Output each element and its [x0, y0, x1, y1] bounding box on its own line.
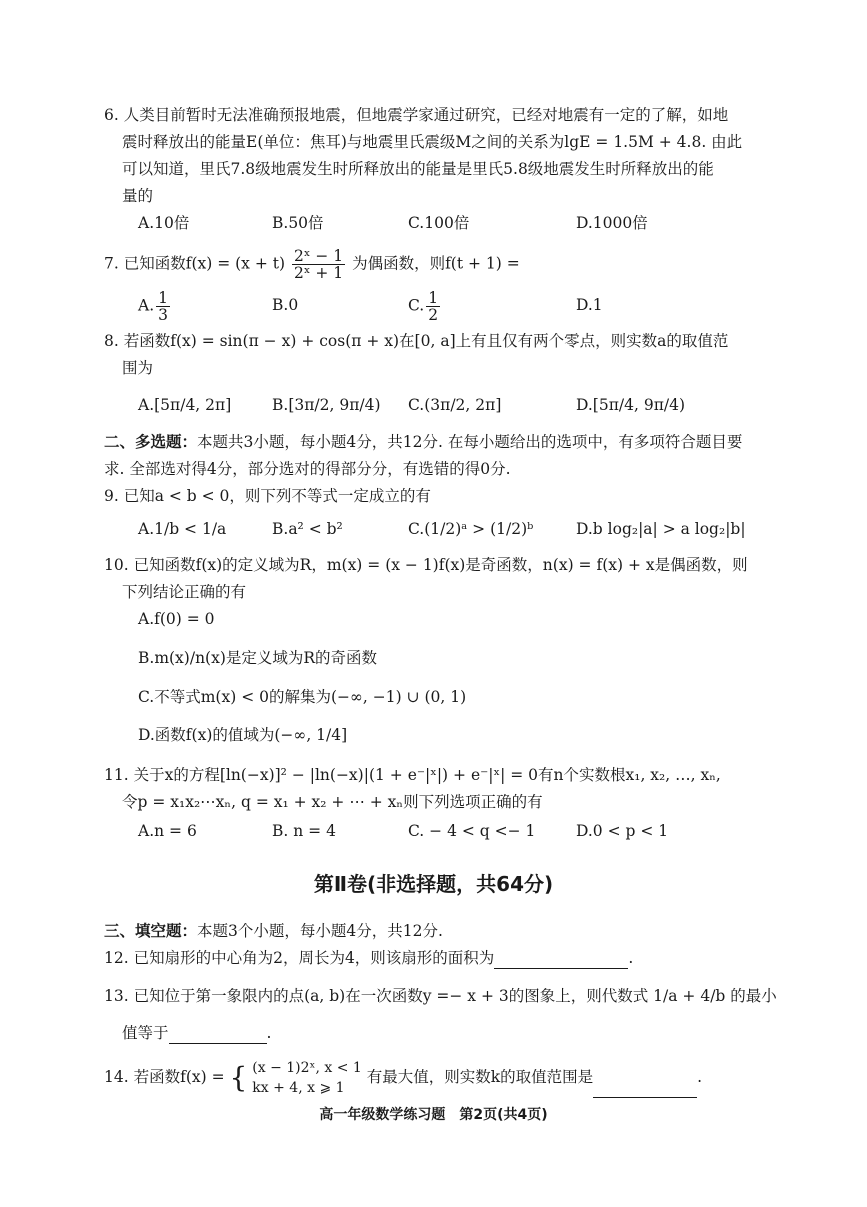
q7-option-a-label: A.: [138, 296, 155, 315]
q7-option-d: D.1: [576, 296, 603, 314]
q6-option-c: C.100倍: [408, 214, 470, 232]
q10-option-a: A.f(0) = 0: [138, 610, 215, 628]
q7-option-a: [138, 290, 172, 323]
section-3-line: [104, 920, 443, 942]
q12-line: [104, 947, 633, 969]
q14-cases: [252, 1058, 362, 1098]
q10-option-c: C.不等式m(x) < 0的解集为(−∞, −1) ∪ (0, 1): [138, 688, 467, 706]
q7-option-b: B.0: [272, 296, 299, 314]
section-2-line-1: [104, 431, 742, 453]
q11-line-1: 11. 关于x的方程[ln(−x)]² − |ln(−x)|(1 + e⁻|ˣ|) + e⁻|ˣ| = 0有n个实数根x₁, x₂, …, xₙ,: [104, 766, 721, 784]
q12-end: .: [628, 949, 634, 967]
q12-text: 12. 已知扇形的中心角为2，周长为4，则该扇形的面积为: [104, 949, 495, 967]
q8-option-b: B.[3π/2, 9π/4): [272, 396, 381, 414]
q7-fraction-den: 2ˣ + 1: [293, 264, 344, 282]
page-footer: 高一年级数学练习题 第2页(共4页): [319, 1107, 548, 1123]
q7-fraction: [292, 248, 345, 281]
section-2-heading: 二、多选题：: [104, 433, 198, 451]
q14-answer-blank[interactable]: [593, 1081, 697, 1098]
q7-stem-post: 为偶函数，则f(t + 1) =: [352, 254, 520, 273]
q13-end: .: [266, 1024, 272, 1042]
q14-case-1: (x − 1)2ˣ, x < 1: [252, 1060, 362, 1076]
q8-option-a: A.[5π/4, 2π]: [138, 396, 232, 414]
q9-option-a: A.1/b < 1/a: [138, 520, 227, 538]
q11-option-a: A.n = 6: [138, 822, 197, 840]
section-3-intro: 本题3个小题，每小题4分，共12分.: [197, 922, 443, 940]
q7-option-a-num: 1: [158, 289, 168, 307]
q10-line-2: 下列结论正确的有: [122, 583, 247, 601]
q6-line-1: 6. 人类目前暂时无法准确预报地震，但地震学家通过研究，已经对地震有一定的了解，如地: [104, 106, 729, 124]
q8-line-1: 8. 若函数f(x) = sin(π − x) + cos(π + x)在[0, a]上有且仅有两个零点，则实数a的取值范: [104, 332, 729, 350]
q7-fraction-num: 2ˣ − 1: [293, 247, 344, 265]
q7-option-a-den: 3: [158, 306, 168, 324]
q14-line: [104, 1058, 702, 1098]
q7-stem: [104, 248, 520, 281]
q13-post: 的最小: [730, 987, 777, 1005]
q14-case-2: kx + 4, x ⩾ 1: [252, 1080, 345, 1096]
q7-option-c-num: 1: [428, 289, 439, 307]
q12-answer-blank[interactable]: [494, 952, 628, 969]
q11-option-b: B. n = 4: [272, 822, 336, 840]
q10-option-d: D.函数f(x)的值域为(−∞, 1/4]: [138, 726, 348, 744]
q6-line-2: 震时释放出的能量E(单位：焦耳)与地震里氏震级M之间的关系为lgE = 1.5M + 4.8. 由此: [122, 133, 743, 151]
q14-pre: 14. 若函数f(x) =: [104, 1068, 225, 1086]
q14-post: 有最大值，则实数k的取值范围是: [366, 1068, 594, 1086]
q9-option-b: B.a² < b²: [272, 520, 343, 538]
q13-expression: 1/a + 4/b: [653, 987, 726, 1005]
q6-option-b: B.50倍: [272, 214, 324, 232]
q7-option-a-frac: [156, 290, 170, 323]
q9-option-d: D.b log₂|a| > a log₂|b|: [576, 520, 746, 538]
q11-option-c: C. − 4 < q <− 1: [408, 822, 536, 840]
q7-option-c-frac: [426, 290, 440, 323]
q13-line-1: [104, 985, 777, 1007]
q14-end: .: [697, 1068, 703, 1086]
part-2-title: 第Ⅱ卷(非选择题，共64分): [313, 872, 554, 896]
q13-pre: 13. 已知位于第一象限内的点(a, b)在一次函数y =− x + 3的图象上，则代数式: [104, 987, 649, 1005]
q8-option-d: D.[5π/4, 9π/4): [576, 396, 686, 414]
q6-option-d: D.1000倍: [576, 214, 648, 232]
q10-line-1: 10. 已知函数f(x)的定义域为R，m(x) = (x − 1)f(x)是奇函数，n(x) = f(x) + x是偶函数，则: [104, 556, 748, 574]
q9-stem: 9. 已知a < b < 0，则下列不等式一定成立的有: [104, 487, 431, 505]
q13-line-2-text: 值等于: [122, 1024, 169, 1042]
q6-line-3: 可以知道，里氏7.8级地震发生时所释放出的能量是里氏5.8级地震发生时所释放出的能: [122, 160, 714, 178]
q10-option-b: B.m(x)/n(x)是定义域为R的奇函数: [138, 649, 378, 667]
section-2-intro: 本题共3小题，每小题4分，共12分. 在每小题给出的选项中，有多项符合题目要: [197, 433, 743, 451]
q14-brace: {: [229, 1061, 248, 1094]
q7-option-c-den: 2: [428, 306, 439, 324]
q11-option-d: D.0 < p < 1: [576, 822, 669, 840]
q7-option-c-label: C.: [408, 296, 425, 315]
q8-line-2: 围为: [122, 359, 154, 377]
q8-option-c: C.(3π/2, 2π]: [408, 396, 502, 414]
q13-line-2: [122, 1022, 271, 1044]
q7-option-c: [408, 290, 442, 323]
q7-stem-pre: 7. 已知函数f(x) = (x + t): [104, 254, 286, 273]
q13-answer-blank[interactable]: [169, 1027, 267, 1044]
q6-line-4: 量的: [122, 187, 154, 205]
q11-line-2: 令p = x₁x₂⋯xₙ, q = x₁ + x₂ + ⋯ + xₙ则下列选项正确的有: [122, 793, 543, 811]
section-3-heading: 三、填空题：: [104, 922, 198, 940]
q6-option-a: A.10倍: [138, 214, 190, 232]
q9-option-c: C.(1/2)ᵃ > (1/2)ᵇ: [408, 520, 534, 538]
section-2-line-2: 求. 全部选对得4分，部分选对的得部分分，有选错的得0分.: [104, 460, 511, 478]
